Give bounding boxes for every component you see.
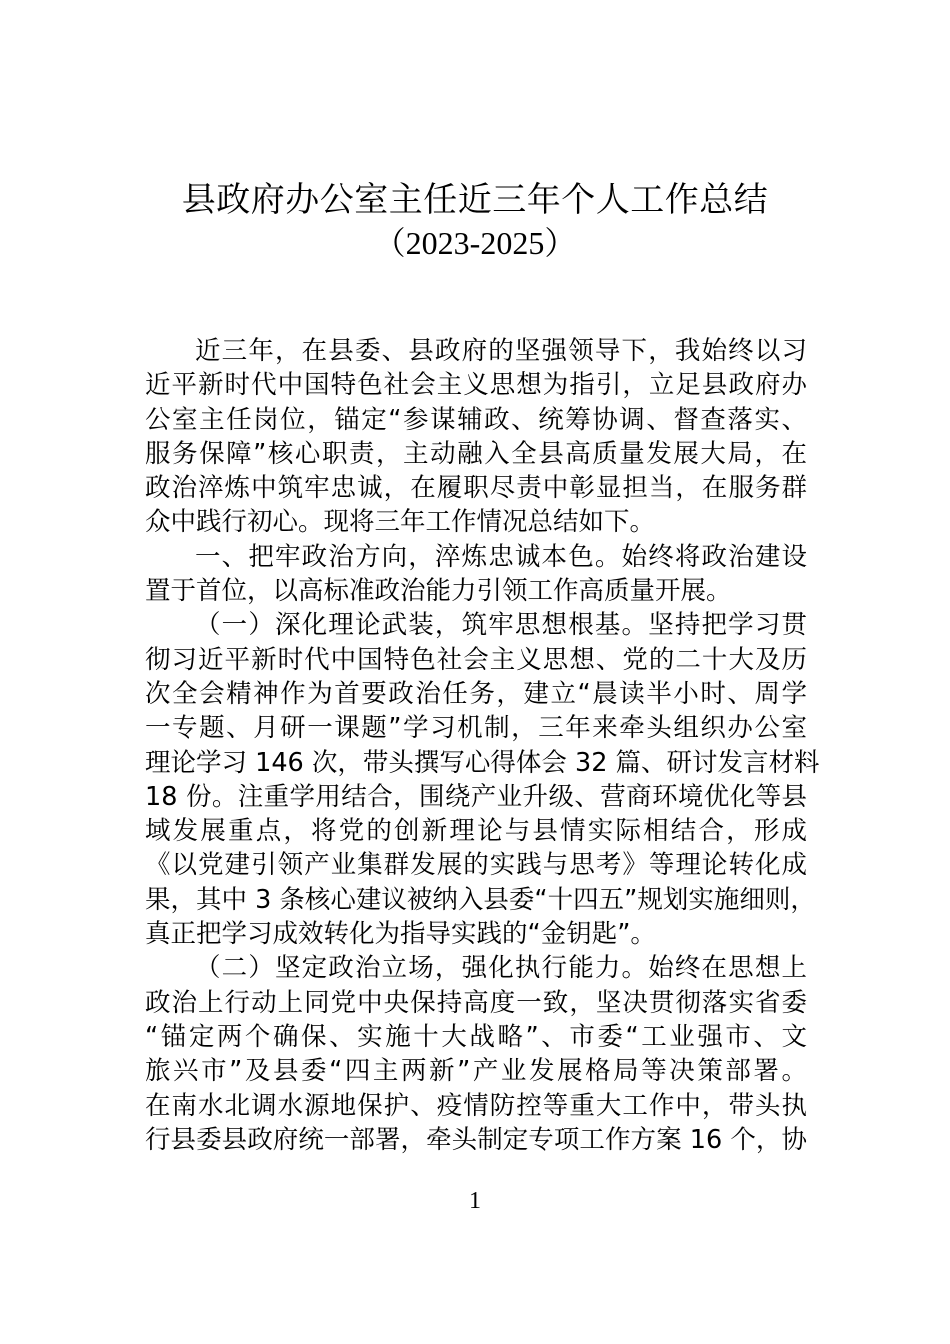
paragraph <box>145 608 820 951</box>
document-body <box>145 334 820 1157</box>
document-subtitle: （2023-2025） <box>373 225 577 261</box>
text-line: 在南水北调水源地保护、疫情防控等重大工作中，带头执 <box>145 1090 807 1121</box>
text-line: 近三年，在县委、县政府的坚强领导下，我始终以习 <box>195 336 807 366</box>
text-line: 彻习近平新时代中国特色社会主义思想、党的二十大及历 <box>145 644 807 675</box>
text-line: 18 份。注重学用结合，围绕产业升级、营商环境优化等县 <box>145 781 807 812</box>
text-line: 众中践行初心。现将三年工作情况总结如下。 <box>145 507 656 538</box>
text-line: 公室主任岗位，锚定“参谋辅政、统筹协调、督查落实、 <box>145 404 807 435</box>
text-line: （一）深化理论武装，筑牢思想根基。坚持把学习贯 <box>195 610 807 641</box>
text-line: 果，其中 3 条核心建议被纳入县委“十四五”规划实施细则， <box>145 884 816 915</box>
text-line: 理论学习 146 次，带头撰写心得体会 32 篇、研讨发言材料 <box>145 747 820 778</box>
text-line: 域发展重点，将党的创新理论与县情实际相结合，形成 <box>145 816 807 847</box>
text-line: 政治淬炼中筑牢忠诚，在履职尽责中彰显担当，在服务群 <box>145 473 807 504</box>
paragraph <box>145 334 807 540</box>
text-line: 政治上行动上同党中央保持高度一致，坚决贯彻落实省委 <box>145 987 807 1018</box>
text-line: 真正把学习成效转化为指导实践的“金钥匙”。 <box>145 919 656 950</box>
text-line: 旅兴市”及县委“四主两新”产业发展格局等决策部署。 <box>145 1056 807 1087</box>
text-line: 一专题、月研一课题”学习机制，三年来牵头组织办公室 <box>145 713 807 744</box>
document-title: 县政府办公室主任近三年个人工作总结 <box>181 180 769 220</box>
paragraph <box>145 540 807 609</box>
text-line: （二）坚定政治立场，强化执行能力。始终在思想上 <box>195 953 807 984</box>
page-number: 1 <box>469 1188 481 1214</box>
text-line: “锚定两个确保、实施十大战略”、市委“工业强市、文 <box>145 1021 807 1052</box>
text-line: 《以党建引领产业集群发展的实践与思考》等理论转化成 <box>145 850 807 881</box>
text-line: 次全会精神作为首要政治任务，建立“晨读半小时、周学 <box>145 678 807 709</box>
text-line: 近平新时代中国特色社会主义思想为指引，立足县政府办 <box>145 370 807 401</box>
text-line: 行县委县政府统一部署，牵头制定专项工作方案 16 个，协 <box>145 1124 807 1155</box>
text-line: 服务保障”核心职责，主动融入全县高质量发展大局，在 <box>145 438 807 469</box>
paragraph <box>145 951 807 1157</box>
text-line: 置于首位，以高标准政治能力引领工作高质量开展。 <box>145 576 732 607</box>
text-line: 一、把牢政治方向，淬炼忠诚本色。始终将政治建设 <box>195 541 807 572</box>
